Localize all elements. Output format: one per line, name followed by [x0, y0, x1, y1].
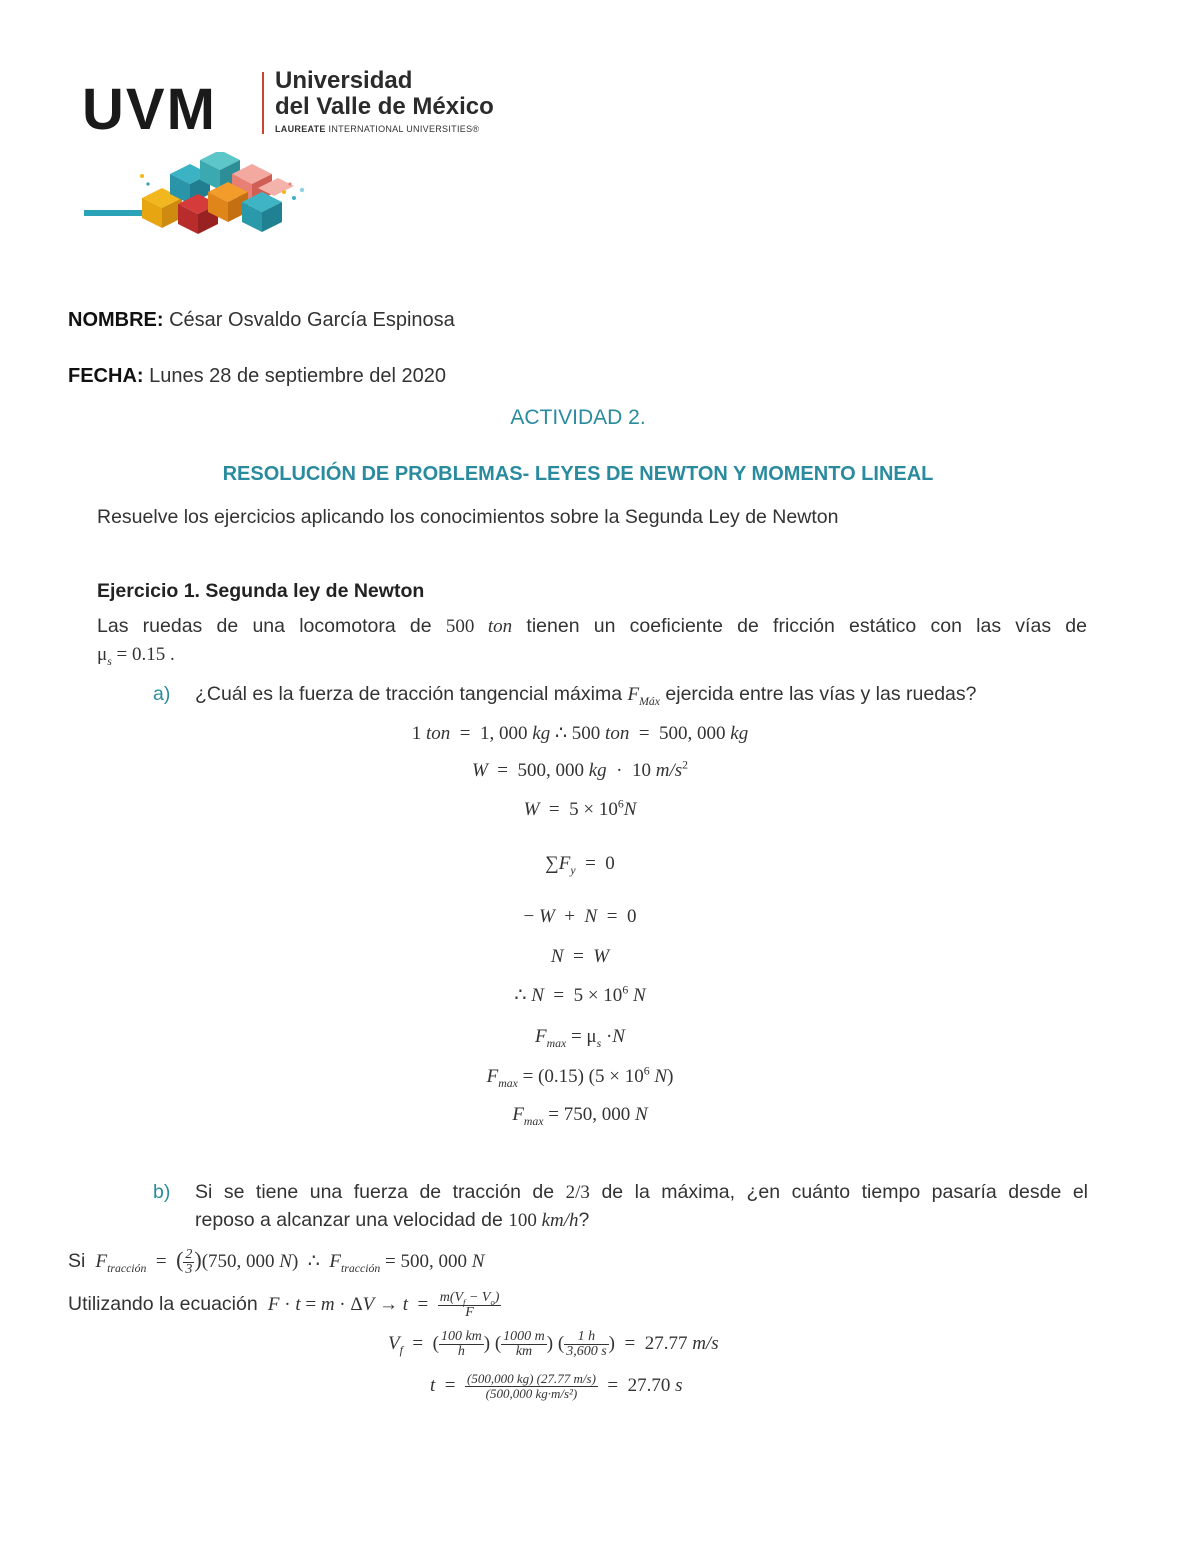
cubes-graphic-icon [82, 152, 322, 252]
fmax-symbol: $F_{Máx}$ [627, 684, 660, 708]
eq-n-value: ∴ $N = 5 \times 10^6$ N [514, 983, 646, 1006]
eq-traction: $F_{tracción}$ = ( $\frac{2}{3}$ )(750, 000 N) ∴ $F_{tracción} = 500$, 000 N [95, 1247, 485, 1278]
eq-impulse: F · t = m · ΔV → t = $\frac{m(V_f - V_o)}{F}$ [267, 1290, 500, 1320]
eq-fmax-formula: $F_{max} = \mu_s \cdot N$ [535, 1026, 625, 1050]
activity-subtitle: RESOLUCIÓN DE PROBLEMAS- LEYES DE NEWTON Y MOMENTO LINEAL [222, 463, 934, 485]
eq-fmax-sub: $F_{max} = (0.15) (5 \times 10^6$ N) [486, 1064, 674, 1090]
instructions: Resuelve los ejercicios aplicando los conocimientos sobre la Segunda Ley de Newton [97, 506, 839, 528]
question-b-fraction: 2/3 [565, 1182, 590, 1203]
exercise-statement [97, 615, 1087, 638]
university-name-line1: Universidad [275, 67, 413, 94]
eq-balance: − W + N = 0 [523, 906, 637, 927]
question-b-end: ? [578, 1209, 590, 1231]
question-a-text2: ejercida entre las vías y las ruedas? [665, 683, 977, 705]
statement-mass-value: 500 [445, 616, 475, 637]
impulse-fraction: $\frac{m(V_f - V_o)}{F}$ [439, 1290, 500, 1320]
logo-divider [262, 72, 264, 134]
using-line [68, 1291, 501, 1320]
mu-value-text: = 0.15 . [116, 644, 175, 665]
eq-weight-result: $W = 5 \times 10^6N$ [523, 797, 637, 820]
question-b-speed [508, 1210, 578, 1231]
activity-title: ACTIVIDAD 2. [510, 406, 646, 429]
two-thirds-fraction: $\frac{2}{3}$ [185, 1247, 193, 1278]
si-label: Si [68, 1250, 86, 1272]
date-value: Lunes 28 de septiembre del 2020 [149, 365, 446, 387]
university-logo [82, 66, 502, 256]
exercise-title: Ejercicio 1. Segunda ley de Newton [97, 580, 425, 602]
question-a [195, 683, 976, 706]
question-a-letter: a) [153, 683, 171, 705]
laureate-bold: LAUREATE [275, 124, 326, 134]
question-b-speed-unit: km/h [541, 1210, 579, 1231]
eq-n-equals-w: N = W [550, 946, 610, 967]
date-line [68, 365, 446, 388]
logo-wordmark: UVM [82, 77, 217, 142]
question-a-text1: ¿Cuál es la fuerza de tracción tangencial máxima [195, 683, 623, 705]
statement-part2: tienen un coeficiente de fricción estático con las vías de [526, 615, 1087, 637]
eq-weight: W = 500, 000 kg · 10 $m/s^2$ [471, 758, 689, 781]
statement-part1: Las ruedas de una locomotora de [97, 615, 432, 637]
laureate-tagline [275, 124, 479, 134]
question-b-text3: reposo a alcanzar una velocidad de [195, 1209, 503, 1231]
fmax-sub: Máx [639, 694, 660, 708]
university-name-line2: del Valle de México [275, 93, 494, 120]
question-b-text1: Si se tiene una fuerza de tracción de [195, 1181, 555, 1203]
name-line [68, 309, 455, 332]
question-b-text2: de la máxima, ¿en cuánto tiempo pasaría desde el [601, 1181, 1089, 1203]
statement-mass-unit: ton [487, 616, 513, 637]
mu-value: $\mu_s = 0.15$ . [97, 644, 175, 668]
eq-ton-conversion: 1 ton = 1, 000 kg ∴ 500 ton = 500, 000 kg [411, 723, 749, 744]
question-b-letter: b) [153, 1181, 171, 1203]
question-b-line1 [195, 1181, 1088, 1204]
name-value: César Osvaldo García Espinosa [169, 309, 455, 331]
university-name [275, 68, 494, 120]
question-b-line2 [195, 1209, 589, 1232]
si-line [68, 1247, 484, 1277]
laureate-rest: INTERNATIONAL UNIVERSITIES® [328, 124, 480, 134]
name-label: NOMBRE: [68, 309, 164, 331]
eq-vf: $V_f$ = ( $\frac{100 km}{h}$ ) ( $\frac{1000 m}{km}$ ) ( $\frac{1 h}{3,600 s}$ ) = 27.77 m/s [388, 1329, 719, 1359]
statement-mass [446, 616, 512, 637]
eq-sum-fy: $\sum F_y = 0$ [545, 853, 615, 877]
eq-fmax-result: $F_{max} = 750$, 000 N [512, 1104, 648, 1128]
eq-time: t = $\frac{(500,000 kg) (27.77 m/s)}{\text{(500,000 kg·m/s²)}}$ = 27.70 s [430, 1371, 683, 1401]
question-b-speed-value: 100 [508, 1210, 537, 1231]
using-label: Utilizando la ecuación [68, 1292, 258, 1315]
date-label: FECHA: [68, 365, 144, 387]
